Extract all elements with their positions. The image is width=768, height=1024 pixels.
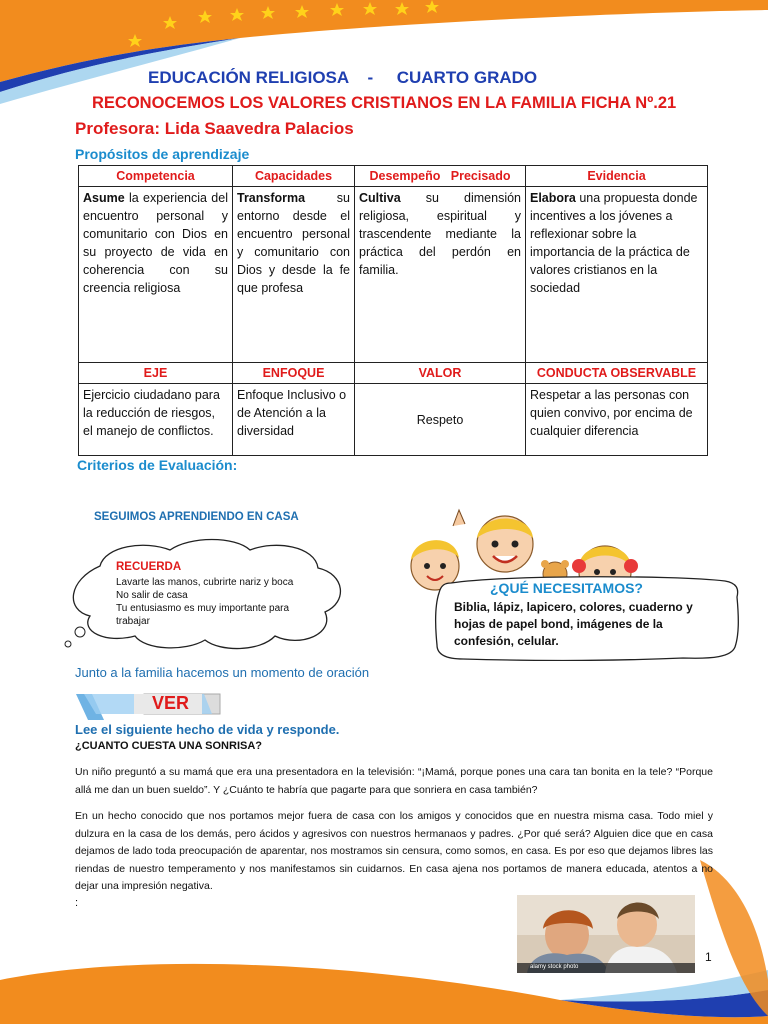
cell-capacidades: Transforma su entorno desde el encuentro personal y comunitario con Dios y desde la fe que profesa [233, 187, 355, 363]
header-enfoque: ENFOQUE [233, 363, 355, 384]
remember-item: Lavarte las manos, cubrirte nariz y boca [116, 577, 294, 588]
read-instruction: Lee el siguiente hecho de vida y responde. [75, 722, 340, 737]
header-evidencia: Evidencia [526, 166, 708, 187]
purposes-heading: Propósitos de aprendizaje [75, 146, 250, 162]
header-competencia: Competencia [79, 166, 233, 187]
cell-conducta: Respetar a las personas con quien convivo, por encima de cualquier diferencia [526, 384, 708, 456]
header-capacidades: Capacidades [233, 166, 355, 187]
teacher-name: Profesora: Lida Saavedra Palacios [75, 119, 354, 138]
ver-ribbon-icon [74, 690, 224, 726]
header-conducta: CONDUCTA OBSERVABLE [526, 363, 708, 384]
remember-item: trabajar [116, 616, 150, 627]
needs-text: Biblia, lápiz, lapicero, colores, cuaderno y hojas de papel bond, imágenes de la confesión, celular. [454, 600, 693, 648]
criteria-heading: Criterios de Evaluación: [77, 457, 238, 473]
cell-valor: Respeto [355, 384, 526, 456]
cell-enfoque: Enfoque Inclusivo o de Atención a la diversidad [233, 384, 355, 456]
lesson-title: RECONOCEMOS LOS VALORES CRISTIANOS EN LA FAMILIA FICHA Nº.21 [92, 94, 677, 112]
header-desempeno: Desempeño Precisado [355, 166, 526, 187]
photo-watermark: alamy stock photo [530, 964, 579, 970]
cell-eje: Ejercicio ciudadano para la reducción de riesgos, el manejo de conflictos. [79, 384, 233, 456]
remember-item: Tu entusiasmo es muy importante para [116, 603, 290, 614]
colon-mark: : [75, 897, 79, 909]
prayer-line: Junto a la familia hacemos un momento de oración [75, 665, 370, 680]
cell-desempeno: Cultiva su dimensión religiosa, espiritual y trascendente mediante la práctica del perdón en familia. [355, 187, 526, 363]
page-number: 1 [705, 950, 712, 964]
remember-list [116, 576, 331, 628]
remember-title: RECUERDA [116, 561, 182, 573]
remember-item: No salir de casa [116, 590, 188, 601]
needs-title: ¿QUÉ NECESITAMOS? [490, 580, 643, 596]
story-title: ¿CUANTO CUESTA UNA SONRISA? [75, 740, 262, 752]
story-paragraph-1: Un niño preguntó a su mamá que era una presentadora en la televisión: “¡Mamá, porque pones una cara tan bonita en la tele? “Porque allá me dan un buen sueldo”. Y ¿Cuánto te habría que pagarte para que sonriera en casa también? [75, 766, 713, 796]
ver-label: VER [152, 693, 190, 713]
header-valor: VALOR [355, 363, 526, 384]
header-eje: EJE [79, 363, 233, 384]
home-heading: SEGUIMOS APRENDIENDO EN CASA [94, 511, 299, 523]
cell-evidencia: Elabora una propuesta donde incentives a los jóvenes a reflexionar sobre la importancia de la práctica de valores cristianos en la sociedad [526, 187, 708, 363]
family-photo [517, 895, 695, 973]
story-paragraph-2: En un hecho conocido que nos portamos mejor fuera de casa con los amigos y conocidos que en nuestra misma casa. Todo miel y dulzura en la casa de los demás, pero ácidos y agresivos con nuestros hermanaos y padres. ¿Por qué será? Alguien dice que en casa dejamos de lado toda preocupación de aparentar, nos mostramos sin censura, como somos, en casa. Es por eso que dejamos libres las riendas de nuestro temperamento y nos manifestamos sin cuidarnos. En casa ajena nos portamos de manera educada, atentos a no dejar una impresión negativa. [75, 810, 713, 892]
course-title: EDUCACIÓN RELIGIOSA - CUARTO GRADO [148, 68, 538, 87]
competencies-table [78, 165, 708, 456]
cell-competencia: Asume la experiencia del encuentro personal y comunitario con Dios en su proyecto de vida en coherencia con su creencia religiosa [79, 187, 233, 363]
